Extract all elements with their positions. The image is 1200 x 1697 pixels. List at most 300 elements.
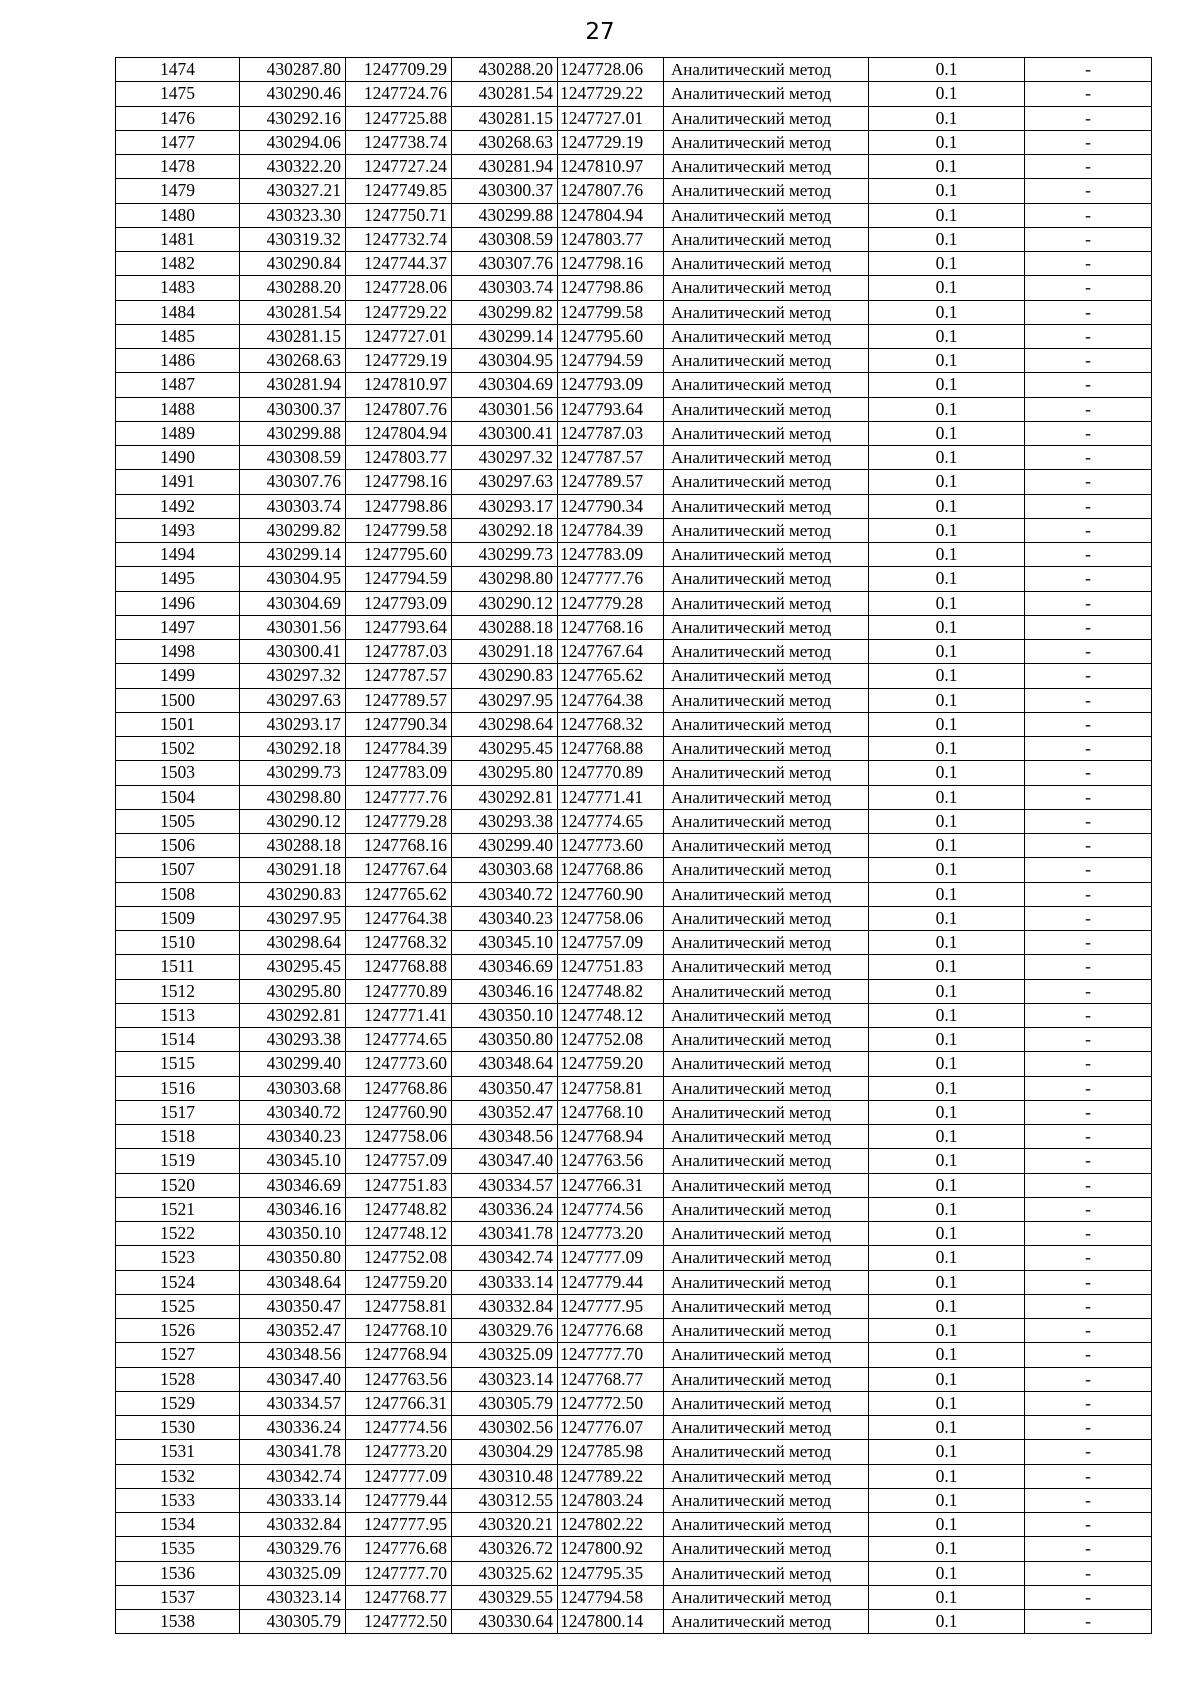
x2-cell: 430304.29 (452, 1440, 558, 1464)
note-cell: - (1025, 737, 1152, 761)
table-row (116, 227, 1152, 251)
y2-cell: 1247800.14 (558, 1610, 664, 1634)
point-number-cell: 1506 (116, 834, 240, 858)
y1-cell: 1247795.60 (346, 543, 452, 567)
table-row (116, 518, 1152, 542)
y1-cell: 1247757.09 (346, 1149, 452, 1173)
note-cell: - (1025, 397, 1152, 421)
point-number-cell: 1532 (116, 1464, 240, 1488)
y1-cell: 1247764.38 (346, 906, 452, 930)
note-cell: - (1025, 834, 1152, 858)
x1-cell: 430350.80 (240, 1246, 346, 1270)
y1-cell: 1247768.86 (346, 1076, 452, 1100)
x1-cell: 430299.73 (240, 761, 346, 785)
x2-cell: 430297.63 (452, 470, 558, 494)
note-cell: - (1025, 1222, 1152, 1246)
method-cell: Аналитический метод (664, 1173, 869, 1197)
y2-cell: 1247729.19 (558, 130, 664, 154)
accuracy-cell: 0.1 (869, 906, 1025, 930)
method-cell: Аналитический метод (664, 785, 869, 809)
table-row (116, 1537, 1152, 1561)
accuracy-cell: 0.1 (869, 712, 1025, 736)
point-number-cell: 1479 (116, 179, 240, 203)
note-cell: - (1025, 1610, 1152, 1634)
point-number-cell: 1526 (116, 1319, 240, 1343)
y2-cell: 1247770.89 (558, 761, 664, 785)
table-row (116, 712, 1152, 736)
y1-cell: 1247758.81 (346, 1294, 452, 1318)
y2-cell: 1247773.60 (558, 834, 664, 858)
accuracy-cell: 0.1 (869, 1440, 1025, 1464)
method-cell: Аналитический метод (664, 688, 869, 712)
table-row (116, 761, 1152, 785)
method-cell: Аналитический метод (664, 955, 869, 979)
y1-cell: 1247779.44 (346, 1488, 452, 1512)
method-cell: Аналитический метод (664, 809, 869, 833)
accuracy-cell: 0.1 (869, 640, 1025, 664)
note-cell: - (1025, 203, 1152, 227)
y2-cell: 1247777.76 (558, 567, 664, 591)
method-cell: Аналитический метод (664, 761, 869, 785)
note-cell: - (1025, 470, 1152, 494)
table-row (116, 931, 1152, 955)
x1-cell: 430346.16 (240, 1197, 346, 1221)
note-cell: - (1025, 1319, 1152, 1343)
x2-cell: 430304.95 (452, 349, 558, 373)
x2-cell: 430346.69 (452, 955, 558, 979)
accuracy-cell: 0.1 (869, 1343, 1025, 1367)
x1-cell: 430323.30 (240, 203, 346, 227)
method-cell: Аналитический метод (664, 1294, 869, 1318)
x2-cell: 430325.62 (452, 1561, 558, 1585)
x1-cell: 430287.80 (240, 58, 346, 82)
note-cell: - (1025, 1197, 1152, 1221)
method-cell: Аналитический метод (664, 179, 869, 203)
note-cell: - (1025, 1173, 1152, 1197)
note-cell: - (1025, 664, 1152, 688)
point-number-cell: 1492 (116, 494, 240, 518)
point-number-cell: 1502 (116, 737, 240, 761)
x2-cell: 430299.40 (452, 834, 558, 858)
note-cell: - (1025, 1052, 1152, 1076)
page-number: 27 (585, 19, 615, 45)
x2-cell: 430350.10 (452, 1003, 558, 1027)
accuracy-cell: 0.1 (869, 1149, 1025, 1173)
x2-cell: 430346.16 (452, 979, 558, 1003)
note-cell: - (1025, 58, 1152, 82)
point-number-cell: 1500 (116, 688, 240, 712)
x1-cell: 430300.37 (240, 397, 346, 421)
accuracy-cell: 0.1 (869, 664, 1025, 688)
table-row (116, 1246, 1152, 1270)
x1-cell: 430334.57 (240, 1391, 346, 1415)
point-number-cell: 1487 (116, 373, 240, 397)
point-number-cell: 1483 (116, 276, 240, 300)
y1-cell: 1247766.31 (346, 1391, 452, 1415)
x1-cell: 430299.82 (240, 518, 346, 542)
point-number-cell: 1507 (116, 858, 240, 882)
x2-cell: 430297.95 (452, 688, 558, 712)
y2-cell: 1247790.34 (558, 494, 664, 518)
point-number-cell: 1520 (116, 1173, 240, 1197)
y2-cell: 1247748.82 (558, 979, 664, 1003)
x2-cell: 430326.72 (452, 1537, 558, 1561)
table-row (116, 834, 1152, 858)
accuracy-cell: 0.1 (869, 324, 1025, 348)
y2-cell: 1247798.16 (558, 252, 664, 276)
note-cell: - (1025, 1440, 1152, 1464)
accuracy-cell: 0.1 (869, 737, 1025, 761)
x1-cell: 430292.18 (240, 737, 346, 761)
y2-cell: 1247752.08 (558, 1028, 664, 1052)
point-number-cell: 1481 (116, 227, 240, 251)
y1-cell: 1247752.08 (346, 1246, 452, 1270)
table-row (116, 1440, 1152, 1464)
accuracy-cell: 0.1 (869, 300, 1025, 324)
method-cell: Аналитический метод (664, 1440, 869, 1464)
note-cell: - (1025, 300, 1152, 324)
x2-cell: 430348.64 (452, 1052, 558, 1076)
y1-cell: 1247750.71 (346, 203, 452, 227)
x1-cell: 430342.74 (240, 1464, 346, 1488)
table-row (116, 130, 1152, 154)
y1-cell: 1247773.60 (346, 1052, 452, 1076)
method-cell: Аналитический метод (664, 543, 869, 567)
x2-cell: 430342.74 (452, 1246, 558, 1270)
y2-cell: 1247768.16 (558, 615, 664, 639)
method-cell: Аналитический метод (664, 737, 869, 761)
x2-cell: 430303.74 (452, 276, 558, 300)
x2-cell: 430307.76 (452, 252, 558, 276)
method-cell: Аналитический метод (664, 203, 869, 227)
method-cell: Аналитический метод (664, 931, 869, 955)
table-row (116, 106, 1152, 130)
accuracy-cell: 0.1 (869, 106, 1025, 130)
note-cell: - (1025, 1367, 1152, 1391)
point-number-cell: 1490 (116, 446, 240, 470)
table-row (116, 1197, 1152, 1221)
note-cell: - (1025, 1028, 1152, 1052)
y1-cell: 1247767.64 (346, 858, 452, 882)
y1-cell: 1247799.58 (346, 518, 452, 542)
table-row (116, 446, 1152, 470)
note-cell: - (1025, 979, 1152, 1003)
accuracy-cell: 0.1 (869, 1125, 1025, 1149)
y1-cell: 1247774.56 (346, 1416, 452, 1440)
x1-cell: 430346.69 (240, 1173, 346, 1197)
method-cell: Аналитический метод (664, 1100, 869, 1124)
y2-cell: 1247787.57 (558, 446, 664, 470)
method-cell: Аналитический метод (664, 882, 869, 906)
point-number-cell: 1528 (116, 1367, 240, 1391)
accuracy-cell: 0.1 (869, 1173, 1025, 1197)
note-cell: - (1025, 1513, 1152, 1537)
y2-cell: 1247767.64 (558, 640, 664, 664)
note-cell: - (1025, 1246, 1152, 1270)
table-row (116, 1294, 1152, 1318)
x1-cell: 430350.10 (240, 1222, 346, 1246)
point-number-cell: 1522 (116, 1222, 240, 1246)
accuracy-cell: 0.1 (869, 785, 1025, 809)
y2-cell: 1247729.22 (558, 82, 664, 106)
x2-cell: 430347.40 (452, 1149, 558, 1173)
note-cell: - (1025, 688, 1152, 712)
point-number-cell: 1497 (116, 615, 240, 639)
y2-cell: 1247768.94 (558, 1125, 664, 1149)
y2-cell: 1247799.58 (558, 300, 664, 324)
y2-cell: 1247783.09 (558, 543, 664, 567)
point-number-cell: 1527 (116, 1343, 240, 1367)
accuracy-cell: 0.1 (869, 688, 1025, 712)
y1-cell: 1247738.74 (346, 130, 452, 154)
table-row (116, 203, 1152, 227)
method-cell: Аналитический метод (664, 252, 869, 276)
x1-cell: 430297.95 (240, 906, 346, 930)
point-number-cell: 1503 (116, 761, 240, 785)
method-cell: Аналитический метод (664, 1003, 869, 1027)
accuracy-cell: 0.1 (869, 1052, 1025, 1076)
y1-cell: 1247789.57 (346, 688, 452, 712)
y1-cell: 1247748.12 (346, 1222, 452, 1246)
x1-cell: 430325.09 (240, 1561, 346, 1585)
x2-cell: 430334.57 (452, 1173, 558, 1197)
y2-cell: 1247787.03 (558, 421, 664, 445)
y1-cell: 1247729.19 (346, 349, 452, 373)
table-row (116, 882, 1152, 906)
y2-cell: 1247803.24 (558, 1488, 664, 1512)
x1-cell: 430305.79 (240, 1610, 346, 1634)
table-row (116, 1367, 1152, 1391)
y1-cell: 1247760.90 (346, 1100, 452, 1124)
point-number-cell: 1489 (116, 421, 240, 445)
y1-cell: 1247774.65 (346, 1028, 452, 1052)
accuracy-cell: 0.1 (869, 1246, 1025, 1270)
table-row (116, 809, 1152, 833)
y2-cell: 1247789.22 (558, 1464, 664, 1488)
x1-cell: 430347.40 (240, 1367, 346, 1391)
x2-cell: 430298.80 (452, 567, 558, 591)
table-row (116, 664, 1152, 688)
accuracy-cell: 0.1 (869, 1513, 1025, 1537)
method-cell: Аналитический метод (664, 1464, 869, 1488)
point-number-cell: 1530 (116, 1416, 240, 1440)
note-cell: - (1025, 179, 1152, 203)
y2-cell: 1247758.81 (558, 1076, 664, 1100)
y2-cell: 1247807.76 (558, 179, 664, 203)
y1-cell: 1247772.50 (346, 1610, 452, 1634)
accuracy-cell: 0.1 (869, 955, 1025, 979)
y1-cell: 1247783.09 (346, 761, 452, 785)
y1-cell: 1247768.88 (346, 955, 452, 979)
x1-cell: 430307.76 (240, 470, 346, 494)
x1-cell: 430303.68 (240, 1076, 346, 1100)
accuracy-cell: 0.1 (869, 834, 1025, 858)
method-cell: Аналитический метод (664, 494, 869, 518)
point-number-cell: 1537 (116, 1585, 240, 1609)
x1-cell: 430332.84 (240, 1513, 346, 1537)
accuracy-cell: 0.1 (869, 882, 1025, 906)
x1-cell: 430299.88 (240, 421, 346, 445)
x2-cell: 430298.64 (452, 712, 558, 736)
x2-cell: 430330.64 (452, 1610, 558, 1634)
x1-cell: 430323.14 (240, 1585, 346, 1609)
x2-cell: 430303.68 (452, 858, 558, 882)
note-cell: - (1025, 227, 1152, 251)
accuracy-cell: 0.1 (869, 227, 1025, 251)
accuracy-cell: 0.1 (869, 1003, 1025, 1027)
point-number-cell: 1505 (116, 809, 240, 833)
point-number-cell: 1517 (116, 1100, 240, 1124)
method-cell: Аналитический метод (664, 1488, 869, 1512)
y1-cell: 1247771.41 (346, 1003, 452, 1027)
y2-cell: 1247768.77 (558, 1367, 664, 1391)
y2-cell: 1247793.64 (558, 397, 664, 421)
y1-cell: 1247751.83 (346, 1173, 452, 1197)
y1-cell: 1247765.62 (346, 882, 452, 906)
y1-cell: 1247787.57 (346, 664, 452, 688)
x2-cell: 430310.48 (452, 1464, 558, 1488)
note-cell: - (1025, 1416, 1152, 1440)
y1-cell: 1247768.16 (346, 834, 452, 858)
table-row (116, 1513, 1152, 1537)
y2-cell: 1247773.20 (558, 1222, 664, 1246)
accuracy-cell: 0.1 (869, 397, 1025, 421)
point-number-cell: 1524 (116, 1270, 240, 1294)
point-number-cell: 1485 (116, 324, 240, 348)
table-row (116, 58, 1152, 82)
x2-cell: 430352.47 (452, 1100, 558, 1124)
point-number-cell: 1515 (116, 1052, 240, 1076)
y2-cell: 1247776.07 (558, 1416, 664, 1440)
table-row (116, 858, 1152, 882)
method-cell: Аналитический метод (664, 421, 869, 445)
method-cell: Аналитический метод (664, 1319, 869, 1343)
y2-cell: 1247727.01 (558, 106, 664, 130)
x2-cell: 430348.56 (452, 1125, 558, 1149)
table-row (116, 737, 1152, 761)
x2-cell: 430345.10 (452, 931, 558, 955)
note-cell: - (1025, 1391, 1152, 1415)
x1-cell: 430300.41 (240, 640, 346, 664)
accuracy-cell: 0.1 (869, 1294, 1025, 1318)
y2-cell: 1247768.86 (558, 858, 664, 882)
point-number-cell: 1480 (116, 203, 240, 227)
x2-cell: 430305.79 (452, 1391, 558, 1415)
point-number-cell: 1488 (116, 397, 240, 421)
accuracy-cell: 0.1 (869, 615, 1025, 639)
table-row (116, 906, 1152, 930)
method-cell: Аналитический метод (664, 324, 869, 348)
y1-cell: 1247777.70 (346, 1561, 452, 1585)
table-row (116, 300, 1152, 324)
method-cell: Аналитический метод (664, 906, 869, 930)
y1-cell: 1247798.86 (346, 494, 452, 518)
method-cell: Аналитический метод (664, 1197, 869, 1221)
x2-cell: 430293.38 (452, 809, 558, 833)
y1-cell: 1247727.24 (346, 155, 452, 179)
accuracy-cell: 0.1 (869, 373, 1025, 397)
y1-cell: 1247729.22 (346, 300, 452, 324)
point-number-cell: 1509 (116, 906, 240, 930)
x2-cell: 430300.41 (452, 421, 558, 445)
y1-cell: 1247807.76 (346, 397, 452, 421)
y1-cell: 1247804.94 (346, 421, 452, 445)
method-cell: Аналитический метод (664, 1125, 869, 1149)
table-row (116, 955, 1152, 979)
x2-cell: 430304.69 (452, 373, 558, 397)
note-cell: - (1025, 591, 1152, 615)
method-cell: Аналитический метод (664, 1610, 869, 1634)
table-row (116, 1416, 1152, 1440)
note-cell: - (1025, 1537, 1152, 1561)
point-number-cell: 1536 (116, 1561, 240, 1585)
point-number-cell: 1525 (116, 1294, 240, 1318)
x1-cell: 430348.64 (240, 1270, 346, 1294)
table-row (116, 324, 1152, 348)
table-row (116, 1391, 1152, 1415)
y2-cell: 1247768.88 (558, 737, 664, 761)
method-cell: Аналитический метод (664, 567, 869, 591)
x2-cell: 430333.14 (452, 1270, 558, 1294)
x1-cell: 430336.24 (240, 1416, 346, 1440)
y1-cell: 1247777.95 (346, 1513, 452, 1537)
x1-cell: 430308.59 (240, 446, 346, 470)
y2-cell: 1247751.83 (558, 955, 664, 979)
x1-cell: 430319.32 (240, 227, 346, 251)
y2-cell: 1247774.65 (558, 809, 664, 833)
y2-cell: 1247804.94 (558, 203, 664, 227)
table-row (116, 1610, 1152, 1634)
table-row (116, 567, 1152, 591)
table-row (116, 1561, 1152, 1585)
x1-cell: 430293.38 (240, 1028, 346, 1052)
note-cell: - (1025, 1585, 1152, 1609)
y2-cell: 1247748.12 (558, 1003, 664, 1027)
note-cell: - (1025, 931, 1152, 955)
x2-cell: 430299.88 (452, 203, 558, 227)
table-row (116, 1222, 1152, 1246)
y2-cell: 1247784.39 (558, 518, 664, 542)
note-cell: - (1025, 615, 1152, 639)
y2-cell: 1247764.38 (558, 688, 664, 712)
method-cell: Аналитический метод (664, 1149, 869, 1173)
point-number-cell: 1482 (116, 252, 240, 276)
accuracy-cell: 0.1 (869, 979, 1025, 1003)
y2-cell: 1247798.86 (558, 276, 664, 300)
table-row (116, 252, 1152, 276)
note-cell: - (1025, 858, 1152, 882)
x2-cell: 430290.83 (452, 664, 558, 688)
point-number-cell: 1534 (116, 1513, 240, 1537)
point-number-cell: 1529 (116, 1391, 240, 1415)
accuracy-cell: 0.1 (869, 421, 1025, 445)
method-cell: Аналитический метод (664, 518, 869, 542)
y1-cell: 1247777.76 (346, 785, 452, 809)
table-row (116, 82, 1152, 106)
table-row (116, 421, 1152, 445)
method-cell: Аналитический метод (664, 1391, 869, 1415)
y2-cell: 1247759.20 (558, 1052, 664, 1076)
accuracy-cell: 0.1 (869, 446, 1025, 470)
table-row (116, 1270, 1152, 1294)
method-cell: Аналитический метод (664, 1076, 869, 1100)
y2-cell: 1247793.09 (558, 373, 664, 397)
point-number-cell: 1531 (116, 1440, 240, 1464)
x1-cell: 430294.06 (240, 130, 346, 154)
x1-cell: 430345.10 (240, 1149, 346, 1173)
method-cell: Аналитический метод (664, 300, 869, 324)
note-cell: - (1025, 494, 1152, 518)
